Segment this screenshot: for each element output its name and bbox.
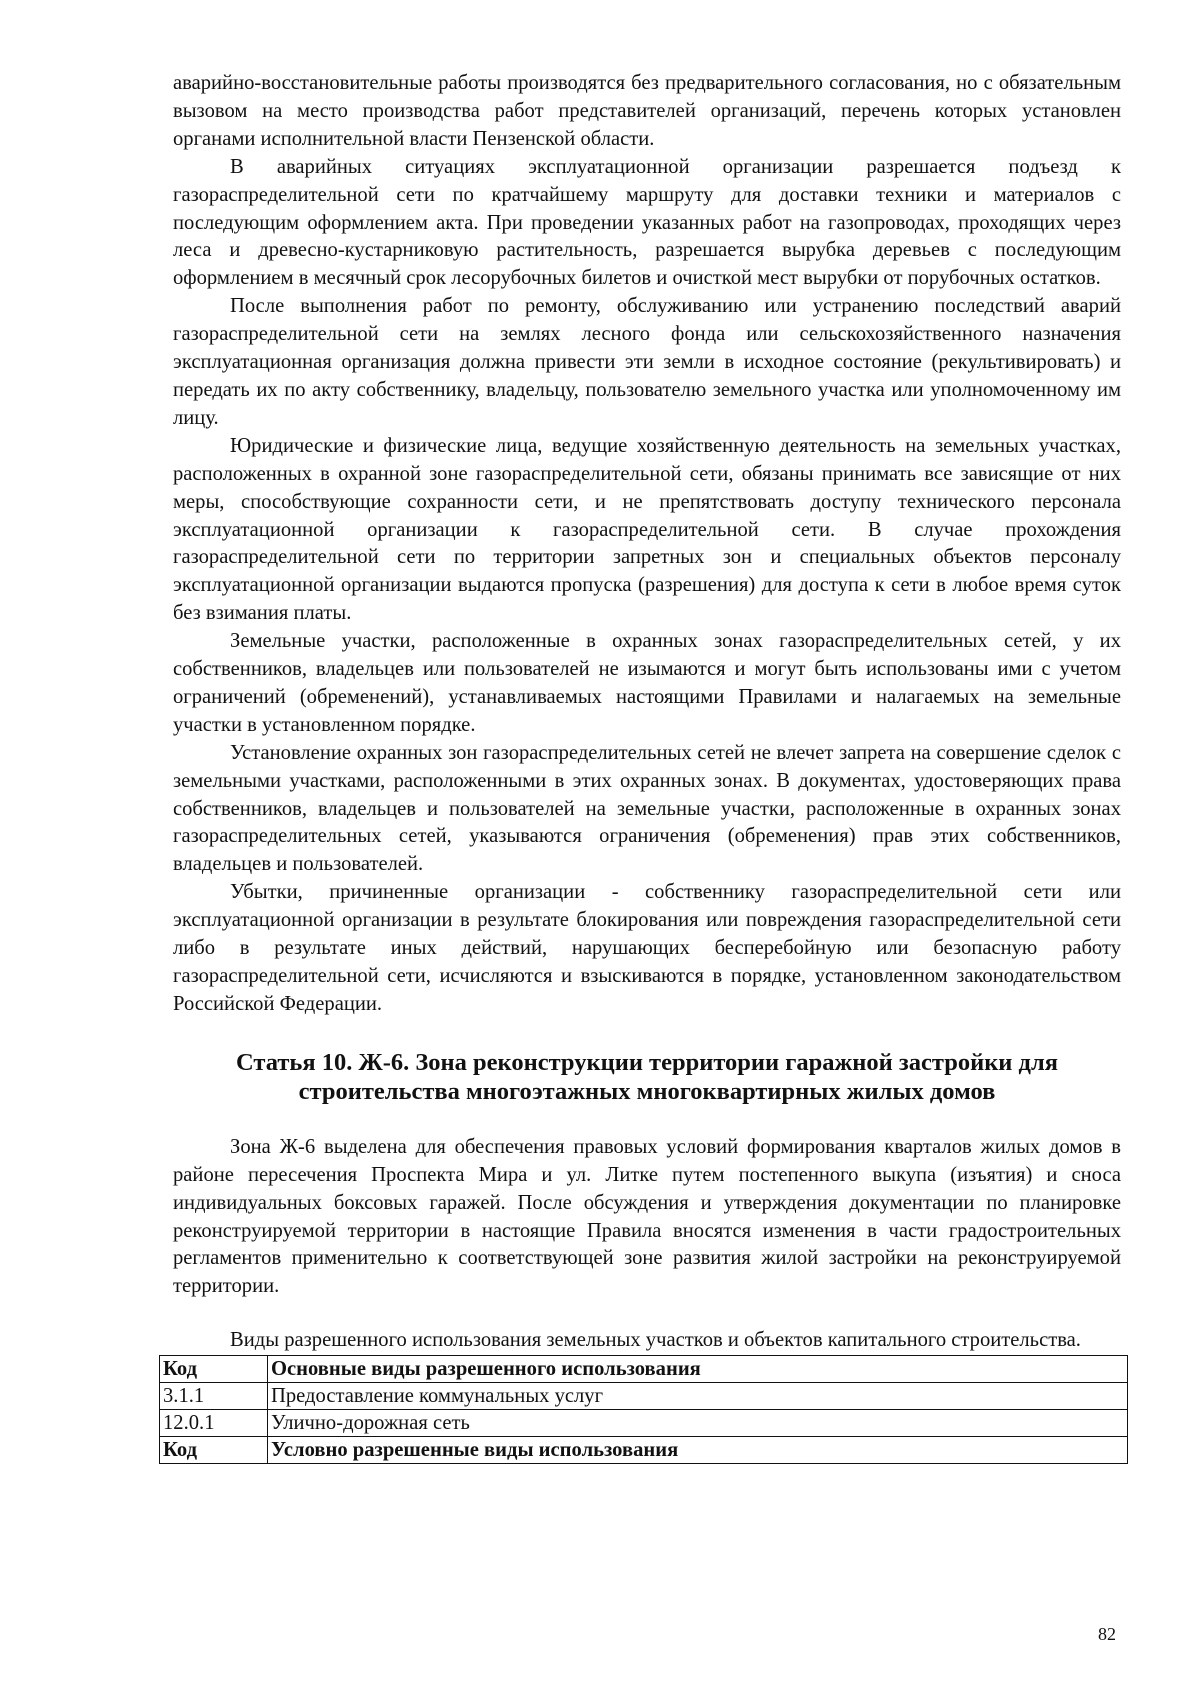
spacer [173,1301,1121,1327]
paragraph: После выполнения работ по ремонту, обслуживанию или устранению последствий аварий газораспределительной сети на землях лесного фонда или сельскохозяйственного назначения эксплуатационная организация должна привести эти земли в исходное состояние (рекультивировать) и передать их по акту собственнику, владельцу, пользователю земельного участка или уполномоченному им лицу. [173,295,1121,429]
paragraph: Юридические и физические лица, ведущие хозяйственную деятельность на земельных участках, расположенных в охранной зоне газораспределительной сети, обязаны принимать все зависящие от них меры, способствующие сохранности сети, и не препятствовать доступу технического персонала эксплуатационной организации к газораспределительной сети. В случае прохождения газораспределительной сети по территории запретных зон и специальных объектов персоналу эксплуатационной организации выдаются пропуска (разрешения) для доступа к сети в любое время суток без взимания платы. [173,434,1121,625]
main-uses-header: Основные виды разрешенного использования [268,1356,1128,1383]
paragraph: Убытки, причиненные организации - собственнику газораспределительной сети или эксплуатационной организации в результате блокирования или повреждения газораспределительной сети либо в результате иных действий, нарушающих бесперебойную или безопасную работу газораспределительной сети, исчисляются и взыскиваются в порядке, установленном законодательством Российской Федерации. [173,881,1121,1015]
code-header: Код [160,1356,268,1383]
paragraph: Земельные участки, расположенные в охранных зонах газораспределительных сетей, у их собственников, владельцев или пользователей не изымаются и могут быть использованы ими с учетом ограничений (обременений), устанавливаемых настоящими Правилами и налагаемых на земельные участки в установленном порядке. [173,630,1121,736]
article-heading: Статья 10. Ж-6. Зона реконструкции территории гаражной застройки для строительства многоэтажных многоквартирных жилых домов [236,1048,1058,1106]
paragraph: В аварийных ситуациях эксплуатационной организации разрешается подъезд к газораспределительной сети по кратчайшему маршруту для доставки техники и материалов с последующим оформлением акта. При проведении указанных работ на газопроводах, проходящих через леса и древесно-кустарниковую растительность, разрешается вырубка деревьев с последующим оформлением в месячный срок лесорубочных билетов и очисткой мест вырубки от порубочных остатков. [173,155,1121,290]
use-name: Улично-дорожная сеть [268,1410,1128,1437]
use-code: 12.0.1 [160,1410,268,1437]
conditional-uses-header: Условно разрешенные виды использования [268,1437,1128,1464]
use-code: 3.1.1 [160,1383,268,1410]
use-name: Предоставление коммунальных услуг [268,1383,1128,1410]
page-number: 82 [1098,1624,1116,1644]
uses-intro: Виды разрешенного использования земельных участков и объектов капитального строительства. [230,1329,1081,1352]
table-header-row [160,1437,1128,1464]
code-header: Код [160,1437,268,1464]
spacer [173,1107,1121,1134]
table-header-row [160,1356,1128,1383]
document-page [163,70,1121,1464]
paragraph: аварийно-восстановительные работы производятся без предварительного согласования, но с обязательным вызовом на место производства работ представителей организаций, перечень которых установлен органами исполнительной власти Пензенской области. [173,72,1121,150]
table-row [160,1410,1128,1437]
paragraph: Установление охранных зон газораспределительных сетей не влечет запрета на совершение сделок с земельными участками, расположенными в этих охранных зонах. В документах, удостоверяющих права собственников, владельцев и пользователей на земельные участки, расположенные в охранных зонах газораспределительных сетей, указываются ограничения (обременения) прав этих собственников, владельцев и пользователей. [173,741,1121,876]
permitted-uses-table [159,1355,1128,1464]
table-row [160,1383,1128,1410]
zone-description: Зона Ж-6 выделена для обеспечения правовых условий формирования кварталов жилых домов в районе пересечения Проспекта Мира и ул. Литке путем постепенного выкупа (изъятия) и сноса индивидуальных боксовых гаражей. После обсуждения и утверждения документации по планировке реконструируемой территории в настоящие Правила вносятся изменения в части градостроительных регламентов применительно к соответствующей зоне развития жилой застройки на реконструируемой территории. [173,1135,1121,1298]
